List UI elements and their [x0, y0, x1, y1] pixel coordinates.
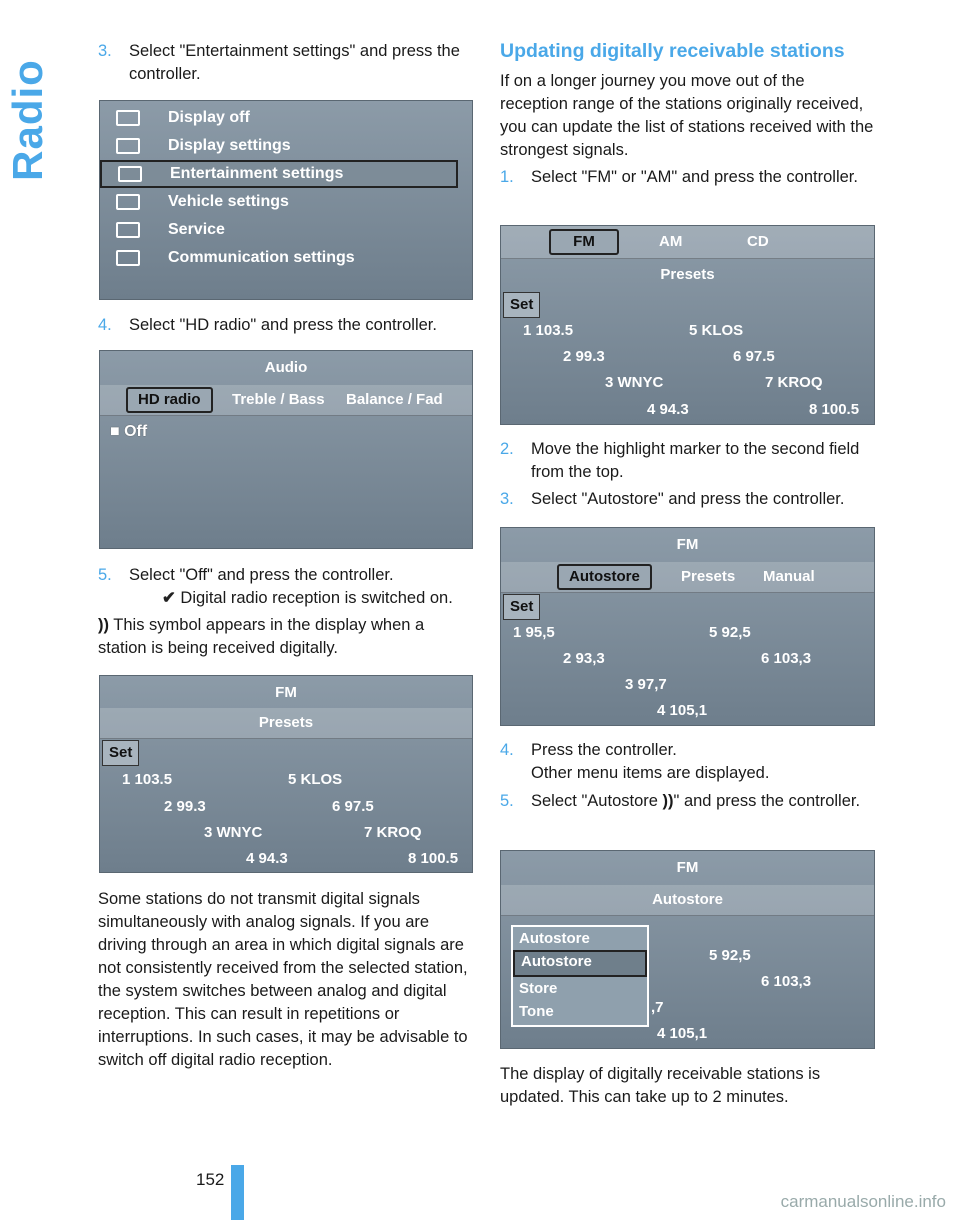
station-6[interactable]: 6 97.5 — [332, 798, 374, 815]
chapter-title — [0, 40, 58, 200]
intro-paragraph: If on a longer journey you move out of the reception range of the stations originally received, you can update the list of stations received with the strongest signals. — [500, 72, 874, 159]
tab-manual[interactable]: Manual — [763, 568, 815, 585]
menu-label: Display settings — [168, 137, 291, 154]
set-label[interactable]: Set — [503, 292, 540, 318]
menu-item-display-off[interactable] — [100, 104, 458, 132]
option-off-label: Off — [124, 423, 148, 440]
body-paragraph: Some stations do not transmit digital signals simultaneously with analog signals. If you are driving through an area in which digital signals are not consistently received from the selected station, the system switches between analog and digital reception. This can result in repetitions or interruptions. In such cases, it may be advisable to switch off digital radio reception. — [98, 890, 468, 1069]
menu-item-communication-settings[interactable] — [100, 244, 458, 272]
checkmark-icon: ✔ — [162, 589, 176, 607]
station-2[interactable]: 2 93,3 — [563, 650, 605, 667]
step-number: 2. — [500, 440, 514, 458]
audio-title: Audio — [264, 359, 308, 376]
autostore-tab-screen — [500, 527, 875, 726]
tab-hd-radio[interactable]: HD radio — [126, 387, 213, 413]
tab-am[interactable]: AM — [659, 233, 683, 250]
hd-signal-icon: )) — [662, 792, 674, 810]
station-1[interactable]: 1 95,5 — [513, 624, 555, 641]
station-2[interactable]: 2 99.3 — [563, 348, 605, 365]
symbol-text: This symbol appears in the display when a station is being received digitally. — [98, 616, 425, 657]
option-off[interactable]: ■ Off — [110, 423, 148, 440]
step-number: 4. — [500, 741, 514, 759]
station-6[interactable]: 6 97.5 — [733, 348, 775, 365]
right-step-1 — [500, 166, 875, 189]
station-5[interactable]: 5 KLOS — [689, 322, 744, 339]
step-3 — [98, 40, 473, 86]
step-number: 3. — [98, 42, 112, 60]
menu-item-autostore-hd[interactable]: Autostore — [513, 950, 647, 977]
right-step-5 — [500, 790, 875, 813]
station-1[interactable]: 1 103.5 — [122, 771, 173, 788]
step-text: Select "HD radio" and press the controller. — [129, 316, 437, 334]
step-5 — [98, 564, 473, 610]
step-sub-text: Other menu items are displayed. — [531, 764, 770, 782]
station-3[interactable]: 3 WNYC — [204, 824, 263, 841]
menu-label: Communication settings — [168, 249, 355, 266]
station-1[interactable]: 1 103.5 — [523, 322, 574, 339]
step-number: 3. — [500, 490, 514, 508]
menu-item-vehicle-settings[interactable] — [100, 188, 458, 216]
station-5[interactable]: 5 KLOS — [288, 771, 343, 788]
menu-item-entertainment-settings[interactable] — [100, 160, 458, 188]
fm-title: FM — [676, 536, 699, 553]
menu-item-store[interactable]: Store — [519, 980, 558, 997]
station-8[interactable]: 8 100.5 — [809, 401, 860, 418]
menu-label: Service — [168, 221, 225, 238]
audio-screen — [99, 350, 473, 549]
step-text-a: Select "Autostore — [531, 792, 663, 810]
fm-presets-screen — [99, 675, 473, 873]
step-number: 5. — [500, 792, 514, 810]
step-text-b: " and press the controller. — [673, 792, 861, 810]
presets-label[interactable]: Presets — [258, 714, 314, 731]
menu-item-tone[interactable]: Tone — [519, 1003, 554, 1020]
tab-balance[interactable]: Balance / Fad — [346, 391, 443, 408]
menu-item-display-settings[interactable] — [100, 132, 458, 160]
set-label[interactable]: Set — [503, 594, 540, 620]
autostore-label[interactable]: Autostore — [652, 891, 723, 908]
fm-title: FM — [676, 859, 699, 876]
settings-menu-screen — [99, 100, 473, 300]
station-3[interactable]: 3 97,7 — [625, 676, 667, 693]
station-6[interactable]: 6 103,3 — [761, 973, 812, 990]
tab-fm[interactable]: FM — [549, 229, 619, 255]
set-label[interactable]: Set — [102, 740, 139, 766]
final-paragraph: The display of digitally receivable stations is updated. This can take up to 2 minutes. — [500, 1065, 821, 1106]
step-4 — [98, 314, 473, 337]
page-number: 152 — [196, 1170, 225, 1189]
station-5[interactable]: 5 92,5 — [709, 624, 751, 641]
vehicle-settings-icon — [116, 194, 140, 210]
step-text: Press the controller. — [531, 741, 677, 759]
station-6[interactable]: 6 103,3 — [761, 650, 812, 667]
station-3-partial[interactable]: ,7 — [651, 999, 664, 1016]
menu-label: Display off — [168, 109, 250, 126]
step-sub-text: Digital radio reception is switched on. — [180, 589, 453, 607]
symbol-paragraph — [98, 614, 473, 660]
tab-autostore[interactable]: Autostore — [557, 564, 652, 590]
tab-cd[interactable]: CD — [747, 233, 769, 250]
hd-signal-icon: )) — [98, 616, 109, 634]
station-4[interactable]: 4 94.3 — [246, 850, 288, 867]
fm-am-cd-screen — [500, 225, 875, 425]
step-5-sub — [162, 587, 473, 610]
step-5-text — [531, 790, 875, 813]
station-8[interactable]: 8 100.5 — [408, 850, 459, 867]
menu-label: Entertainment settings — [170, 165, 344, 182]
menu-item-autostore[interactable]: Autostore — [519, 930, 590, 947]
right-step-3 — [500, 488, 875, 511]
tab-presets[interactable]: Presets — [681, 568, 736, 585]
step-text: Select "Autostore" and press the controller. — [531, 490, 845, 508]
station-5[interactable]: 5 92,5 — [709, 947, 751, 964]
chapter-title-text: Radio — [4, 59, 51, 181]
step-text: Select "Off" and press the controller. — [129, 566, 394, 584]
station-4[interactable]: 4 94.3 — [647, 401, 689, 418]
step-number: 4. — [98, 316, 112, 334]
display-off-icon — [116, 110, 140, 126]
menu-item-service[interactable] — [100, 216, 458, 244]
station-4[interactable]: 4 105,1 — [657, 1025, 708, 1042]
presets-label[interactable]: Presets — [660, 266, 715, 283]
station-3[interactable]: 3 WNYC — [605, 374, 664, 391]
right-step-2 — [500, 438, 875, 484]
menu-label: Vehicle settings — [168, 193, 289, 210]
entertainment-icon — [118, 166, 142, 182]
step-text: Select "Entertainment settings" and press the controller. — [129, 42, 460, 83]
page-bar — [231, 1165, 244, 1220]
step-text: Move the highlight marker to the second field from the top. — [531, 440, 860, 481]
footer-watermark: carmanualsonline.info — [780, 1192, 946, 1211]
section-heading: Updating digitally receivable stations — [500, 40, 845, 62]
step-number: 1. — [500, 168, 514, 186]
right-step-4 — [500, 739, 875, 785]
tab-treble-bass[interactable]: Treble / Bass — [232, 391, 325, 408]
fm-title: FM — [275, 684, 297, 701]
station-4[interactable]: 4 105,1 — [657, 702, 708, 719]
station-7[interactable]: 7 KROQ — [765, 374, 823, 391]
display-settings-icon — [116, 138, 140, 154]
step-number: 5. — [98, 566, 112, 584]
step-text: Select "FM" or "AM" and press the controller. — [531, 168, 858, 186]
autostore-menu-screen — [500, 850, 875, 1049]
station-7[interactable]: 7 KROQ — [364, 824, 422, 841]
station-2[interactable]: 2 99.3 — [164, 798, 206, 815]
phone-icon — [116, 250, 140, 266]
car-icon — [116, 222, 140, 238]
autostore-dropdown[interactable] — [511, 925, 649, 1027]
